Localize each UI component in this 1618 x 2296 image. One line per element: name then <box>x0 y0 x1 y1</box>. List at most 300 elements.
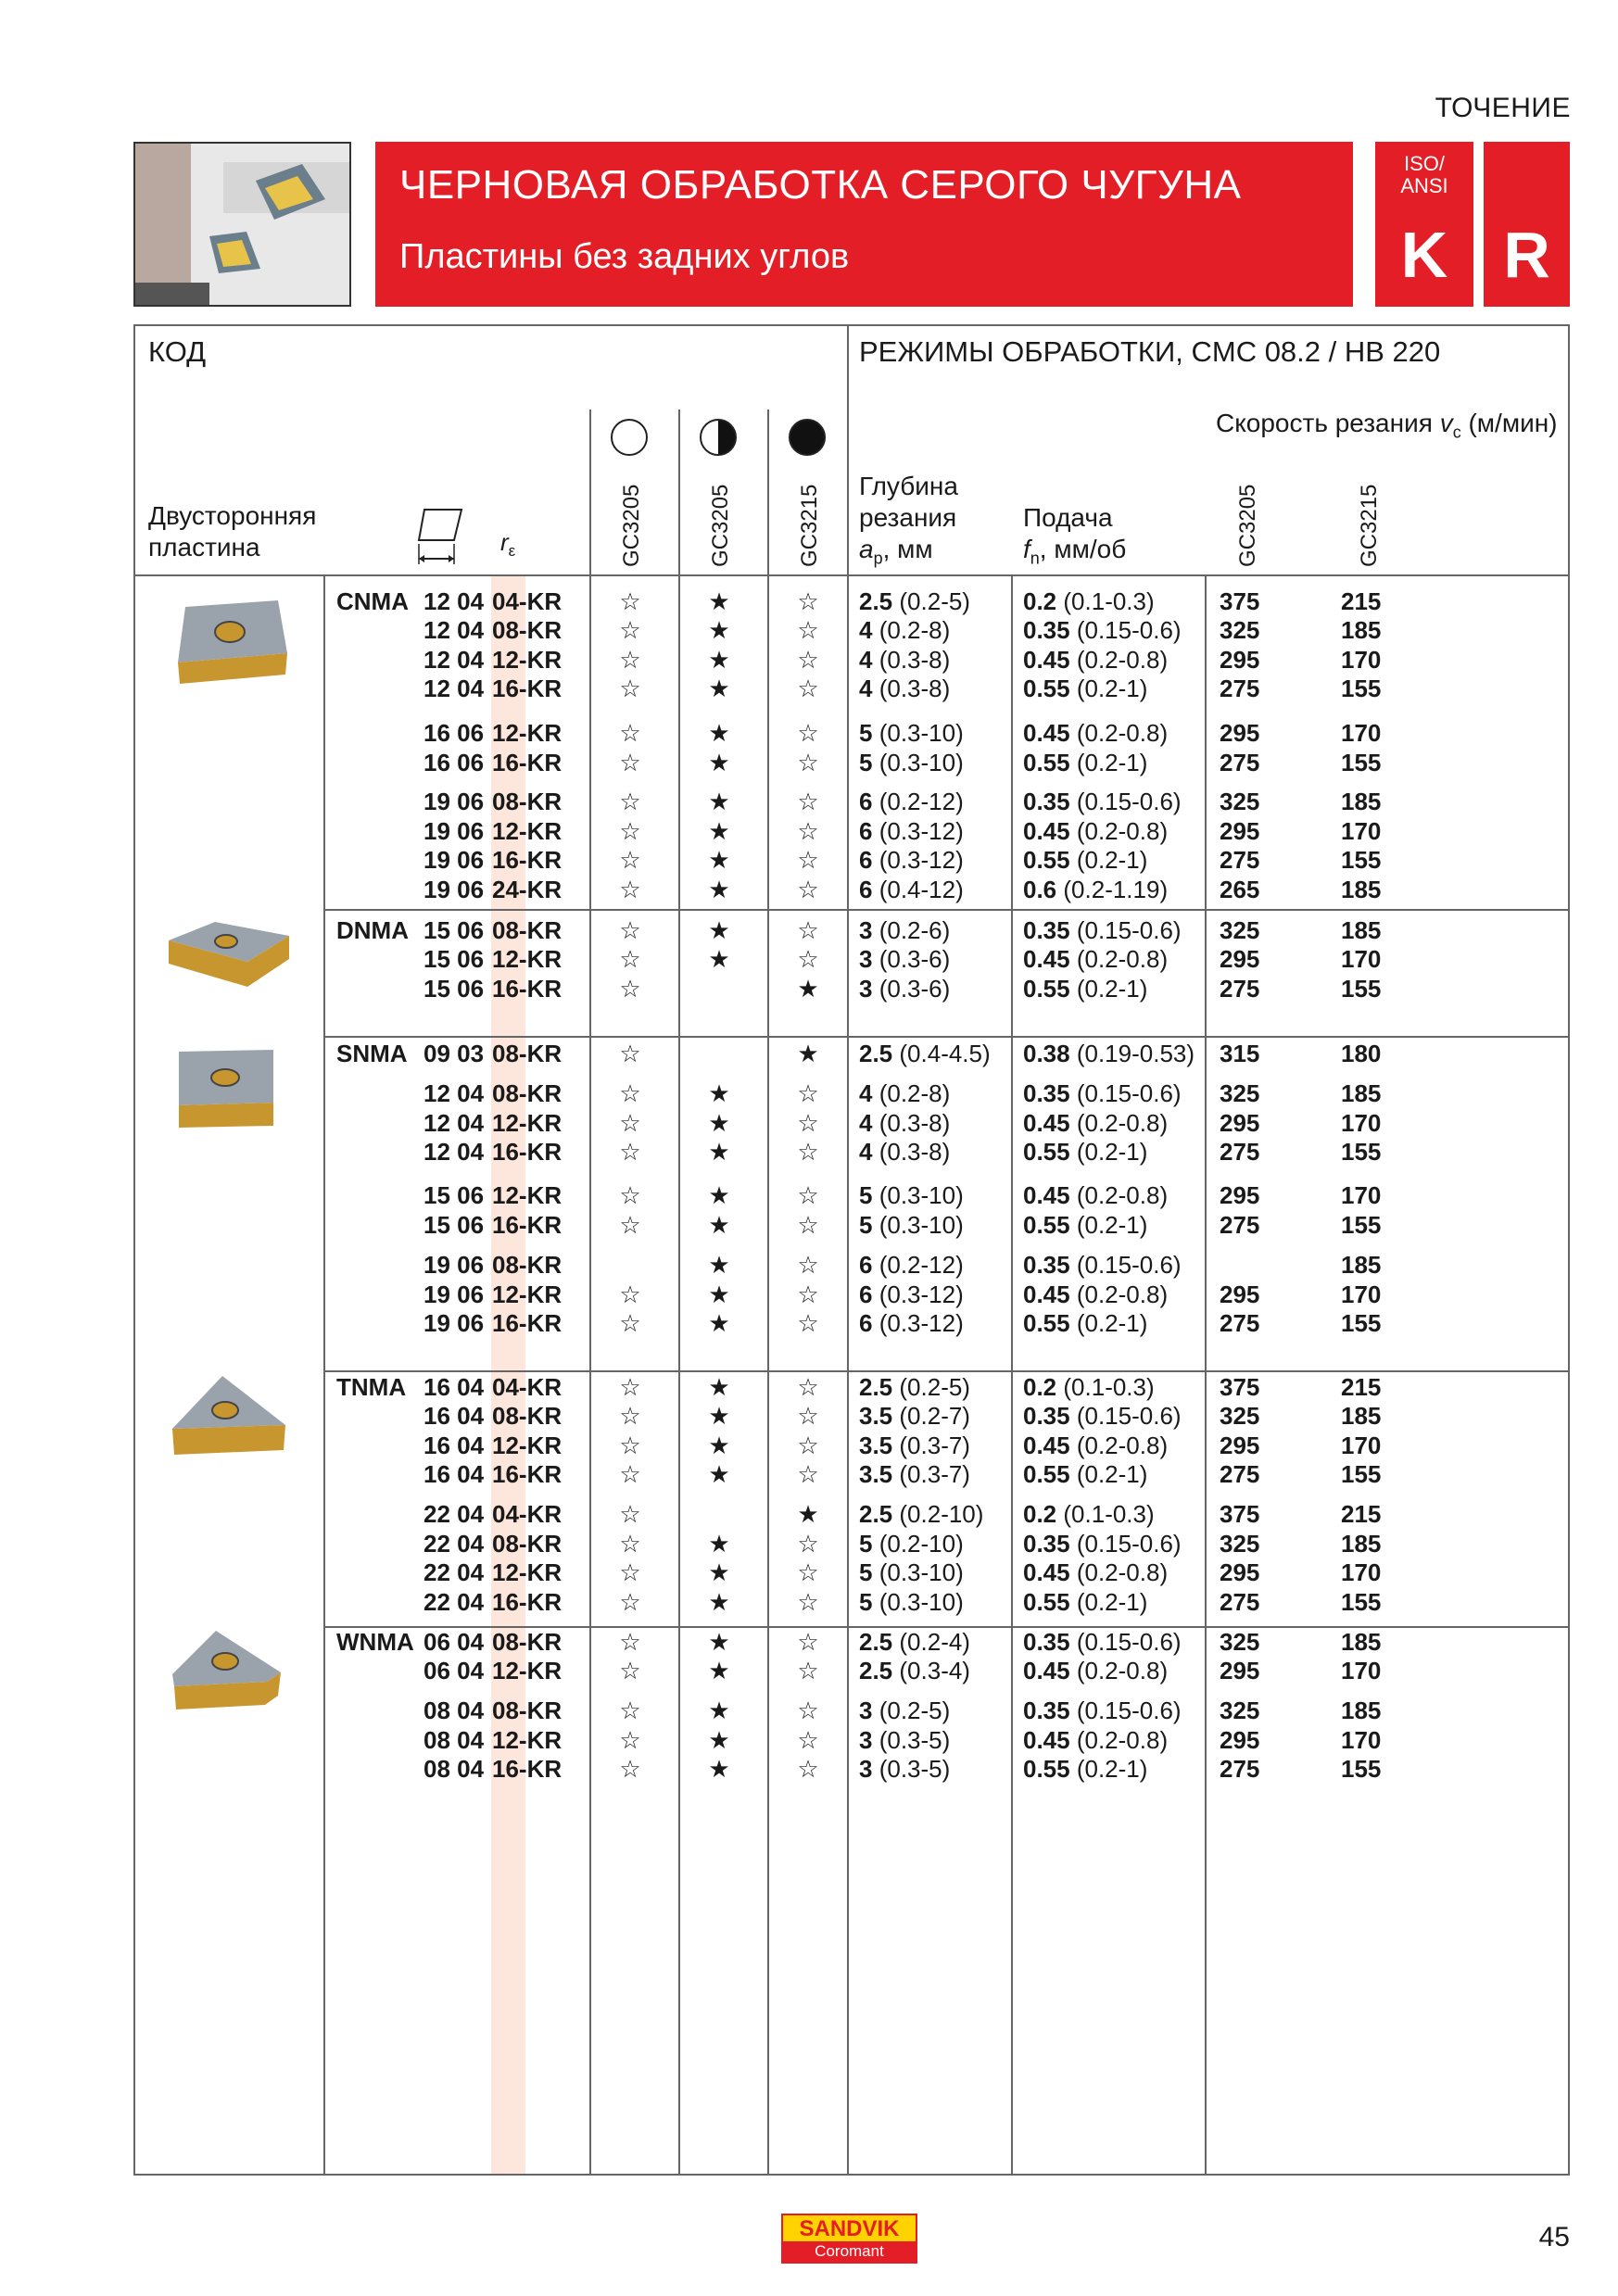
grade-rating-star: ★ <box>708 1530 730 1558</box>
grade-rating-star: ☆ <box>619 1500 641 1528</box>
depth-of-cut: 5 (0.3-10) <box>859 1211 964 1239</box>
feed-rate: 0.35 (0.15-0.6) <box>1023 616 1182 644</box>
speed-gc3215: 215 <box>1341 1373 1382 1401</box>
table-row <box>0 945 1618 974</box>
speed-gc3215: 155 <box>1341 1138 1382 1166</box>
depth-of-cut: 3.5 (0.2-7) <box>859 1402 970 1430</box>
depth-of-cut: 3 (0.3-5) <box>859 1755 951 1783</box>
speed-gc3215: 215 <box>1341 587 1382 615</box>
table-row <box>0 1530 1618 1558</box>
insert-radius-code: 12-KR <box>492 1726 563 1754</box>
speed-gc3215: 170 <box>1341 1109 1382 1137</box>
grade-rating-star: ☆ <box>619 1109 641 1137</box>
feed-rate: 0.35 (0.15-0.6) <box>1023 1530 1182 1558</box>
insert-radius-code: 08-KR <box>492 1697 563 1724</box>
insert-size-code: 22 04 <box>423 1588 485 1616</box>
table-row <box>0 1373 1618 1402</box>
speed-gc3215: 185 <box>1341 616 1382 644</box>
grade-rating-star: ☆ <box>797 916 819 944</box>
speed-gc3205: 325 <box>1220 1402 1260 1430</box>
feed-rate: 0.45 (0.2-0.8) <box>1023 1726 1169 1754</box>
section-label: ТОЧЕНИЕ <box>1435 93 1571 123</box>
table-row <box>0 1755 1618 1784</box>
feed-rate: 0.55 (0.2-1) <box>1023 1755 1148 1783</box>
depth-of-cut: 5 (0.2-10) <box>859 1530 964 1558</box>
grade-rating-star: ☆ <box>619 945 641 973</box>
grade-rating-star: ★ <box>708 916 730 944</box>
grade-rating-star: ☆ <box>619 1588 641 1616</box>
speed-gc3215: 155 <box>1341 1588 1382 1616</box>
table-row <box>0 1402 1618 1431</box>
depth-of-cut: 6 (0.2-12) <box>859 788 964 815</box>
feed-rate: 0.35 (0.15-0.6) <box>1023 1079 1182 1107</box>
speed-gc3215: 170 <box>1341 945 1382 973</box>
speed-gc3215: 185 <box>1341 1251 1382 1279</box>
grade-rating-star: ☆ <box>797 1251 819 1279</box>
speed-gc3205: 295 <box>1220 1558 1260 1586</box>
speed-gc3215: 155 <box>1341 1755 1382 1783</box>
sandvik-logo: SANDVIK Coromant <box>781 2214 917 2264</box>
depth-of-cut: 3 (0.2-5) <box>859 1697 951 1724</box>
insert-size-code: 06 04 <box>423 1657 485 1684</box>
feed-rate: 0.45 (0.2-0.8) <box>1023 1109 1169 1137</box>
grade-rating-star: ☆ <box>619 1211 641 1239</box>
insert-radius-code: 08-KR <box>492 1628 563 1656</box>
speed-gc3205: 295 <box>1220 1657 1260 1684</box>
feed-rate: 0.55 (0.2-1) <box>1023 1138 1148 1166</box>
feed-rate: 0.45 (0.2-0.8) <box>1023 1657 1169 1684</box>
grade-rating-star: ☆ <box>797 1079 819 1107</box>
insert-radius-code: 16-KR <box>492 846 563 874</box>
insert-size-code: 12 04 <box>423 1079 485 1107</box>
speed-gc3205: 375 <box>1220 587 1260 615</box>
grade-rating-star: ☆ <box>619 1280 641 1308</box>
speed-gc3205: 265 <box>1220 876 1260 903</box>
insert-radius-code: 12-KR <box>492 1432 563 1459</box>
insert-radius-code: 12-KR <box>492 1280 563 1308</box>
grade-rating-star: ★ <box>797 1040 819 1067</box>
insert-radius-code: 16-KR <box>492 1588 563 1616</box>
table-row <box>0 1040 1618 1068</box>
insert-size-code: 15 06 <box>423 916 485 944</box>
grade-rating-star: ★ <box>708 1138 730 1166</box>
insert-size-code: 12 04 <box>423 587 485 615</box>
insert-radius-code: 08-KR <box>492 1251 563 1279</box>
speed-gc3215: 170 <box>1341 1726 1382 1754</box>
table-row <box>0 1109 1618 1138</box>
insert-size-code: 19 06 <box>423 1309 485 1337</box>
grade-rating-star: ☆ <box>619 1432 641 1459</box>
grade-rating-star: ☆ <box>797 646 819 674</box>
speed-gc3215: 170 <box>1341 1280 1382 1308</box>
insert-size-code: 08 04 <box>423 1755 485 1783</box>
grade-rating-star: ☆ <box>797 1402 819 1430</box>
insert-size-code: 22 04 <box>423 1500 485 1528</box>
grade-rating-star: ☆ <box>619 616 641 644</box>
iso-k-letter: K <box>1400 219 1448 291</box>
grade-rating-star: ★ <box>708 1588 730 1616</box>
depth-of-cut: 4 (0.3-8) <box>859 1138 951 1166</box>
grade-col-3: GC3215 <box>797 484 822 567</box>
insert-radius-code: 12-KR <box>492 1657 563 1684</box>
insert-family: WNMA <box>336 1628 414 1656</box>
insert-radius-code: 12-KR <box>492 1109 563 1137</box>
feed-rate: 0.55 (0.2-1) <box>1023 1211 1148 1239</box>
insert-size-code: 16 06 <box>423 749 485 776</box>
depth-of-cut: 2.5 (0.3-4) <box>859 1657 970 1684</box>
speed-gc3215: 180 <box>1341 1040 1382 1067</box>
grade-rating-star: ☆ <box>797 1530 819 1558</box>
grade-rating-star: ☆ <box>797 1432 819 1459</box>
feed-rate: 0.55 (0.2-1) <box>1023 675 1148 702</box>
grade-rating-star: ☆ <box>797 1138 819 1166</box>
table-row <box>0 817 1618 846</box>
grade-rating-star: ★ <box>708 1432 730 1459</box>
iso-label: ISO/ <box>1403 152 1445 175</box>
double-sided-label: Двусторонняя пластина <box>148 501 317 561</box>
grade-rating-star: ★ <box>708 1726 730 1754</box>
insert-radius-code: 16-KR <box>492 1460 563 1488</box>
grade-rating-star: ☆ <box>619 1181 641 1209</box>
depth-of-cut: 3 (0.3-5) <box>859 1726 951 1754</box>
speed-gc3205: 295 <box>1220 1181 1260 1209</box>
speed-gc3215: 215 <box>1341 1500 1382 1528</box>
depth-of-cut: 6 (0.3-12) <box>859 817 964 845</box>
speed-gc3205: 295 <box>1220 817 1260 845</box>
feed-rate: 0.38 (0.19-0.53) <box>1023 1040 1195 1067</box>
grade-rating-star: ★ <box>708 1402 730 1430</box>
insert-size-code: 16 04 <box>423 1373 485 1401</box>
depth-of-cut: 2.5 (0.4-4.5) <box>859 1040 991 1067</box>
insert-radius-code: 04-KR <box>492 587 563 615</box>
insert-size-code: 19 06 <box>423 788 485 815</box>
speed-gc3215: 170 <box>1341 719 1382 747</box>
insert-size-code: 16 04 <box>423 1460 485 1488</box>
grade-rating-star: ☆ <box>797 749 819 776</box>
speed-gc3215: 155 <box>1341 846 1382 874</box>
table-row <box>0 616 1618 645</box>
grade-rating-star: ☆ <box>797 846 819 874</box>
grade-rating-star: ☆ <box>797 1558 819 1586</box>
insert-size-code: 16 04 <box>423 1402 485 1430</box>
depth-of-cut: 4 (0.2-8) <box>859 1079 951 1107</box>
insert-size-code: 12 04 <box>423 646 485 674</box>
grade-rating-star: ☆ <box>797 1588 819 1616</box>
table-row <box>0 1280 1618 1309</box>
grade-rating-star: ★ <box>797 975 819 1003</box>
grade-rating-star: ★ <box>708 1079 730 1107</box>
speed-gc3205: 275 <box>1220 1309 1260 1337</box>
grade-rating-star: ★ <box>708 1280 730 1308</box>
iso-badge-r <box>1484 142 1570 307</box>
speed-gc3205: 295 <box>1220 646 1260 674</box>
grade-rating-star: ★ <box>708 646 730 674</box>
feed-rate: 0.55 (0.2-1) <box>1023 1309 1148 1337</box>
feed-rate: 0.6 (0.2-1.19) <box>1023 876 1169 903</box>
grade-rating-star: ☆ <box>619 1309 641 1337</box>
depth-of-cut: 3 (0.2-6) <box>859 916 951 944</box>
continuous-cut-icon <box>611 419 648 456</box>
grade-rating-star: ☆ <box>797 1373 819 1401</box>
grade-rating-star: ☆ <box>619 675 641 702</box>
grade-rating-star: ☆ <box>619 749 641 776</box>
feed-rate: 0.45 (0.2-0.8) <box>1023 646 1169 674</box>
grade-rating-star: ☆ <box>797 1726 819 1754</box>
speed-gc3205: 295 <box>1220 1432 1260 1459</box>
table-row <box>0 1628 1618 1657</box>
table-row <box>0 646 1618 675</box>
page-subtitle: Пластины без задних углов <box>399 237 850 276</box>
speed-gc3215: 155 <box>1341 1211 1382 1239</box>
ansi-label: ANSI <box>1400 174 1448 197</box>
speed-gc3205: 275 <box>1220 1588 1260 1616</box>
depth-of-cut: 6 (0.2-12) <box>859 1251 964 1279</box>
speed-gc3205: 295 <box>1220 1726 1260 1754</box>
insert-radius-code: 16-KR <box>492 1211 563 1239</box>
speed-gc3215: 155 <box>1341 749 1382 776</box>
speed-gc3215: 170 <box>1341 817 1382 845</box>
depth-of-cut: 6 (0.4-12) <box>859 876 964 903</box>
grade-rating-star: ★ <box>708 587 730 615</box>
iso-badge-k <box>1375 142 1473 307</box>
grade-rating-star: ★ <box>708 616 730 644</box>
speed-gc3205: 275 <box>1220 846 1260 874</box>
depth-of-cut: 5 (0.3-10) <box>859 1558 964 1586</box>
grade-rating-star: ★ <box>708 945 730 973</box>
feed-rate: 0.55 (0.2-1) <box>1023 1588 1148 1616</box>
insert-radius-code: 08-KR <box>492 916 563 944</box>
feed-rate: 0.45 (0.2-0.8) <box>1023 1432 1169 1459</box>
insert-size-code: 12 04 <box>423 675 485 702</box>
grade-rating-star: ☆ <box>619 587 641 615</box>
speed-gc3205: 375 <box>1220 1373 1260 1401</box>
insert-radius-code: 16-KR <box>492 1755 563 1783</box>
table-row <box>0 1211 1618 1240</box>
speed-gc3215: 170 <box>1341 1657 1382 1684</box>
grade-rating-star: ☆ <box>797 1755 819 1783</box>
speed-gc3215: 185 <box>1341 1530 1382 1558</box>
grade-rating-star: ☆ <box>797 675 819 702</box>
speed-gc3215: 185 <box>1341 876 1382 903</box>
speed-gc3205: 295 <box>1220 719 1260 747</box>
speed-gc3215: 170 <box>1341 1181 1382 1209</box>
code-header: КОД <box>148 335 207 368</box>
feed-rate: 0.45 (0.2-0.8) <box>1023 817 1169 845</box>
table-row <box>0 1251 1618 1280</box>
insert-radius-code: 08-KR <box>492 788 563 815</box>
insert-radius-code: 12-KR <box>492 1181 563 1209</box>
grade-rating-star: ☆ <box>797 1280 819 1308</box>
table-row <box>0 675 1618 703</box>
feed-rate: 0.35 (0.15-0.6) <box>1023 1628 1182 1656</box>
page-title: ЧЕРНОВАЯ ОБРАБОТКА СЕРОГО ЧУГУНА <box>399 162 1242 208</box>
interrupted-cut-icon <box>789 419 826 456</box>
feed-rate: 0.45 (0.2-0.8) <box>1023 945 1169 973</box>
insert-radius-code: 12-KR <box>492 817 563 845</box>
table-row <box>0 1309 1618 1338</box>
feed-header: Подача $f_n$, мм/об <box>1023 503 1127 568</box>
grade-rating-star: ★ <box>708 749 730 776</box>
insert-size-code: 19 06 <box>423 817 485 845</box>
table-row <box>0 846 1618 875</box>
grade-rating-star: ☆ <box>619 719 641 747</box>
depth-of-cut: 2.5 (0.2-5) <box>859 1373 970 1401</box>
feed-rate: 0.55 (0.2-1) <box>1023 1460 1148 1488</box>
table-row <box>0 749 1618 777</box>
grade-rating-star: ☆ <box>797 1309 819 1337</box>
insert-radius-code: 08-KR <box>492 1079 563 1107</box>
speed-gc3215: 185 <box>1341 1402 1382 1430</box>
insert-radius-code: 08-KR <box>492 1040 563 1067</box>
speed-gc3215: 155 <box>1341 1309 1382 1337</box>
grade-rating-star: ☆ <box>619 1373 641 1401</box>
speed-gc3205: 325 <box>1220 1530 1260 1558</box>
insert-size-code: 16 06 <box>423 719 485 747</box>
insert-size-code: 12 04 <box>423 1109 485 1137</box>
insert-size-code: 19 06 <box>423 1280 485 1308</box>
speed-gc3205: 325 <box>1220 788 1260 815</box>
table-row <box>0 1138 1618 1167</box>
depth-of-cut: 3.5 (0.3-7) <box>859 1460 970 1488</box>
speed-gc3215: 185 <box>1341 788 1382 815</box>
insert-radius-code: 16-KR <box>492 749 563 776</box>
feed-rate: 0.45 (0.2-0.8) <box>1023 1558 1169 1586</box>
grade-rating-star: ☆ <box>619 817 641 845</box>
grade-rating-star: ★ <box>708 1251 730 1279</box>
speed-gc3215: 155 <box>1341 675 1382 702</box>
depth-of-cut: 5 (0.3-10) <box>859 1588 964 1616</box>
speed-gc3205: 295 <box>1220 945 1260 973</box>
insert-size-code: 12 04 <box>423 1138 485 1166</box>
grade-rating-star: ★ <box>708 1628 730 1656</box>
feed-rate: 0.35 (0.15-0.6) <box>1023 916 1182 944</box>
page-number: 45 <box>1538 2222 1570 2252</box>
depth-of-cut: 6 (0.3-12) <box>859 1309 964 1337</box>
speed-gc3205: 375 <box>1220 1500 1260 1528</box>
grade-rating-star: ☆ <box>619 1697 641 1724</box>
grade-rating-star: ☆ <box>797 1211 819 1239</box>
grade-rating-star: ☆ <box>619 846 641 874</box>
grade-rating-star: ☆ <box>619 1460 641 1488</box>
grade-rating-star: ☆ <box>619 1138 641 1166</box>
insert-family: CNMA <box>336 587 409 615</box>
grade-rating-star: ☆ <box>797 587 819 615</box>
table-row <box>0 1079 1618 1108</box>
modes-header: РЕЖИМЫ ОБРАБОТКИ, CMC 08.2 / HB 220 <box>859 335 1441 368</box>
depth-of-cut: 4 (0.3-8) <box>859 646 951 674</box>
speed-gc3205: 325 <box>1220 916 1260 944</box>
grade-rating-star: ★ <box>708 788 730 815</box>
depth-of-cut: 2.5 (0.2-5) <box>859 587 970 615</box>
grade-rating-star: ☆ <box>619 1402 641 1430</box>
speed-gc3205: 295 <box>1220 1109 1260 1137</box>
table-row <box>0 1432 1618 1460</box>
grade-rating-star: ★ <box>708 1373 730 1401</box>
depth-of-cut: 5 (0.3-10) <box>859 1181 964 1209</box>
speed-gc3205: 275 <box>1220 1755 1260 1783</box>
insert-family: TNMA <box>336 1373 407 1401</box>
insert-radius-code: 08-KR <box>492 616 563 644</box>
grade-rating-star: ☆ <box>619 916 641 944</box>
speed-gc3215: 170 <box>1341 1558 1382 1586</box>
depth-of-cut: 3 (0.3-6) <box>859 945 951 973</box>
speed-gc3205: 275 <box>1220 1211 1260 1239</box>
insert-radius-code: 16-KR <box>492 1309 563 1337</box>
grade-rating-star: ☆ <box>797 788 819 815</box>
depth-of-cut: 4 (0.3-8) <box>859 1109 951 1137</box>
insert-size-code: 06 04 <box>423 1628 485 1656</box>
speed-grade-col-2: GC3215 <box>1357 484 1382 567</box>
grade-rating-star: ★ <box>797 1500 819 1528</box>
insert-radius-code: 04-KR <box>492 1500 563 1528</box>
grade-rating-star: ☆ <box>619 876 641 903</box>
insert-radius-code: 12-KR <box>492 945 563 973</box>
feed-rate: 0.35 (0.15-0.6) <box>1023 1697 1182 1724</box>
feed-rate: 0.45 (0.2-0.8) <box>1023 1181 1169 1209</box>
table-row <box>0 1588 1618 1617</box>
grade-rating-star: ☆ <box>797 876 819 903</box>
grade-rating-star: ★ <box>708 876 730 903</box>
feed-rate: 0.2 (0.1-0.3) <box>1023 1500 1155 1528</box>
speed-gc3205: 325 <box>1220 616 1260 644</box>
title-banner <box>375 142 1353 307</box>
grade-col-1: GC3205 <box>619 484 644 567</box>
grade-rating-star: ★ <box>708 1755 730 1783</box>
table-row <box>0 1558 1618 1587</box>
insert-size-code: 15 06 <box>423 1181 485 1209</box>
speed-gc3215: 185 <box>1341 916 1382 944</box>
depth-of-cut: 6 (0.3-12) <box>859 1280 964 1308</box>
speed-gc3215: 155 <box>1341 975 1382 1003</box>
insert-size-code: 19 06 <box>423 876 485 903</box>
feed-rate: 0.55 (0.2-1) <box>1023 975 1148 1003</box>
grade-rating-star: ★ <box>708 719 730 747</box>
feed-rate: 0.35 (0.15-0.6) <box>1023 1402 1182 1430</box>
grade-rating-star: ★ <box>708 1460 730 1488</box>
speed-gc3205: 275 <box>1220 1138 1260 1166</box>
feed-rate: 0.45 (0.2-0.8) <box>1023 1280 1169 1308</box>
feed-rate: 0.55 (0.2-1) <box>1023 846 1148 874</box>
grade-rating-star: ☆ <box>619 975 641 1003</box>
depth-of-cut: 5 (0.3-10) <box>859 749 964 776</box>
grade-rating-star: ★ <box>708 817 730 845</box>
speed-header: Скорость резания $v_c$ (м/мин) <box>1216 409 1558 442</box>
turning-tool-image <box>135 144 351 307</box>
depth-header: Глубина резания $a_p$, мм <box>859 472 958 568</box>
grade-rating-star: ★ <box>708 1309 730 1337</box>
speed-gc3215: 170 <box>1341 1432 1382 1459</box>
table-row <box>0 876 1618 904</box>
insert-radius-code: 08-KR <box>492 1530 563 1558</box>
table-row <box>0 719 1618 748</box>
iso-r-letter: R <box>1503 219 1550 291</box>
depth-of-cut: 6 (0.3-12) <box>859 846 964 874</box>
speed-gc3205: 295 <box>1220 1280 1260 1308</box>
grade-rating-star: ☆ <box>619 1040 641 1067</box>
table-row <box>0 975 1618 1003</box>
grade-rating-star: ★ <box>708 1697 730 1724</box>
hero-illustration <box>133 142 351 307</box>
grade-rating-star: ☆ <box>619 1530 641 1558</box>
grade-rating-star: ☆ <box>619 1628 641 1656</box>
depth-of-cut: 3.5 (0.3-7) <box>859 1432 970 1459</box>
grade-rating-star: ☆ <box>797 1460 819 1488</box>
insert-size-code: 15 06 <box>423 1211 485 1239</box>
table-row <box>0 1500 1618 1529</box>
grade-rating-star: ☆ <box>797 1181 819 1209</box>
feed-rate: 0.45 (0.2-0.8) <box>1023 719 1169 747</box>
speed-gc3205: 275 <box>1220 1460 1260 1488</box>
